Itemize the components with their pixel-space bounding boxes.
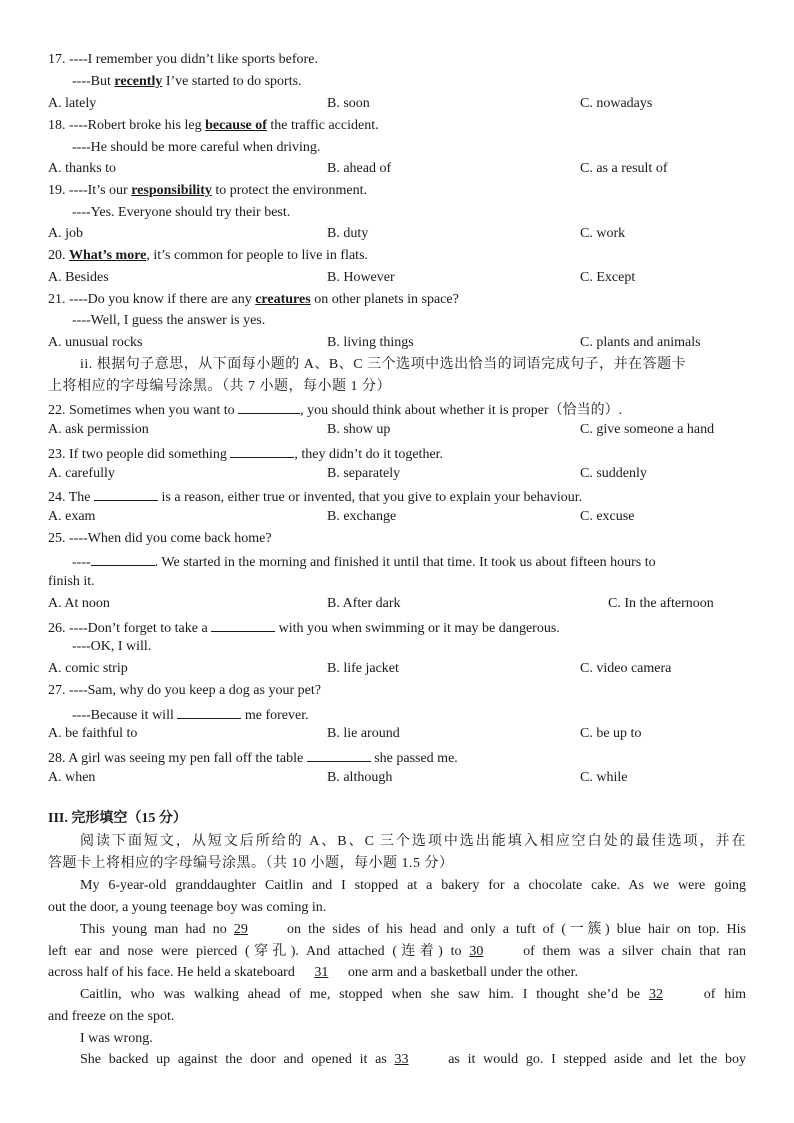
q22-pre: 22. Sometimes when you want to	[48, 403, 239, 418]
q18-option-c: C. as a result of	[580, 161, 668, 176]
q18-line2: ----He should be more careful when driving.	[72, 140, 321, 155]
q20-option-c: C. Except	[580, 270, 636, 285]
q28-line	[48, 747, 458, 768]
q21-line2: ----Well, I guess the answer is yes.	[72, 313, 266, 328]
passage-p5-post: as it would go. I stepped aside and let the boy	[440, 1052, 746, 1067]
passage-p2-line3-pre: across half of his face. He held a skateboard	[48, 965, 299, 980]
q21-option-a: A. unusual rocks	[48, 335, 143, 350]
passage-p3-line2: and freeze on the spot.	[48, 1009, 175, 1024]
q18-line1	[48, 117, 379, 135]
passage-p5-pre: She backed up against the door and opened it as	[80, 1052, 395, 1067]
q17-line1: 17. ----I remember you didn’t like sports before.	[48, 52, 318, 67]
q17-line2	[72, 73, 302, 91]
passage-p1-line1: My 6-year-old granddaughter Caitlin and I stopped at a bakery for a chocolate cake. As we were going	[80, 878, 746, 893]
q18-option-a: A. thanks to	[48, 161, 117, 176]
q22-post: , you should think about whether it is proper（恰当的）.	[300, 403, 623, 418]
part-ii-instructions-line1: ii. 根据句子意思，从下面每小题的 A、B、C 三个选项中选出恰当的词语完成句子，并在答题卡	[80, 357, 687, 372]
q25-option-b: B. After dark	[327, 596, 401, 611]
blank-30: 30	[469, 944, 484, 959]
q20-line	[48, 247, 368, 265]
q19-line1	[48, 182, 367, 200]
passage-p3-line1-post: of him	[694, 987, 746, 1002]
q24-option-b: B. exchange	[327, 509, 397, 524]
q28-option-b: B. although	[327, 770, 393, 785]
q23-option-c: C. suddenly	[580, 466, 647, 481]
q20-option-b: B. However	[327, 270, 395, 285]
q25-line2	[72, 551, 656, 572]
passage-p2-line2-pre: left ear and nose were pierced (穿孔). And attached (连着) to	[48, 944, 470, 959]
passage-p2-line3	[48, 964, 578, 982]
q27-line1: 27. ----Sam, why do you keep a dog as your pet?	[48, 683, 321, 698]
q17-post: I’ve started to do sports.	[162, 74, 302, 89]
q25-pre: ----	[72, 555, 91, 570]
q23-post: , they didn’t do it together.	[294, 447, 444, 462]
q26-option-b: B. life jacket	[327, 661, 399, 676]
q28-post: she passed me.	[370, 751, 458, 766]
q21-option-b: B. living things	[327, 335, 414, 350]
q19-pre: 19. ----It’s our	[48, 183, 132, 198]
q18-option-b: B. ahead of	[327, 161, 392, 176]
blank-33: 33	[394, 1052, 409, 1067]
passage-p2-line1-pre: This young man had no	[80, 922, 234, 937]
q18-pre: 18. ----Robert broke his leg	[48, 118, 206, 133]
part-ii-instructions-line2: 上将相应的字母编号涂黑。（共 7 小题，每小题 1 分）	[48, 379, 391, 394]
q27-option-b: B. lie around	[327, 726, 400, 741]
q23-option-b: B. separately	[327, 466, 401, 481]
q26-blank	[211, 617, 275, 632]
q21-pre: 21. ----Do you know if there are any	[48, 292, 256, 307]
q17-option-c: C. nowadays	[580, 96, 653, 111]
q21-post: on other planets in space?	[310, 292, 459, 307]
q26-option-c: C. video camera	[580, 661, 672, 676]
q17-pre: ----But	[72, 74, 115, 89]
q24-post: is a reason, either true or invented, that you give to explain your behaviour.	[158, 490, 583, 505]
q24-pre: 24. The	[48, 490, 95, 505]
q26-line1	[48, 617, 560, 638]
q19-option-c: C. work	[580, 226, 626, 241]
q17-option-b: B. soon	[327, 96, 370, 111]
q25-line3: finish it.	[48, 574, 95, 589]
q28-pre: 28. A girl was seeing my pen fall off the table	[48, 751, 307, 766]
q18-post: the traffic accident.	[266, 118, 379, 133]
q25-post: . We started in the morning and finished it until that time. It took us about fifteen hours to	[154, 555, 656, 570]
blank-32: 32	[648, 987, 663, 1002]
q25-option-a: A. At noon	[48, 596, 110, 611]
q25-line1: 25. ----When did you come back home?	[48, 531, 272, 546]
passage-p2-line3-post: one arm and a basketball under the other.	[344, 965, 578, 980]
q22-option-c: C. give someone a hand	[580, 422, 715, 437]
q23-line	[48, 443, 443, 464]
passage-p2-line2	[48, 943, 746, 961]
q22-option-a: A. ask permission	[48, 422, 149, 437]
q28-blank	[307, 747, 371, 762]
passage-p2-line1	[80, 921, 746, 939]
q24-blank	[94, 486, 158, 501]
passage-p1-line2: out the door, a young teenage boy was coming in.	[48, 900, 327, 915]
passage-p3-line1	[80, 986, 746, 1004]
q17-option-a: A. lately	[48, 96, 97, 111]
q22-line	[48, 399, 622, 420]
q20-pre: 20.	[48, 248, 69, 263]
q27-option-a: A. be faithful to	[48, 726, 138, 741]
q23-pre: 23. If two people did something	[48, 447, 231, 462]
q27-option-c: C. be up to	[580, 726, 642, 741]
q27-line2	[72, 704, 309, 725]
q19-post: to protect the environment.	[211, 183, 367, 198]
blank-29: 29	[233, 922, 248, 937]
q17-keyword: recently	[114, 74, 163, 89]
passage-p3-line1-pre: Caitlin, who was walking ahead of me, stopped when she saw him. I thought she’d be	[80, 987, 649, 1002]
q28-option-c: C. while	[580, 770, 628, 785]
q19-line2: ----Yes. Everyone should try their best.	[72, 205, 291, 220]
q27-blank	[177, 704, 241, 719]
passage-p5-line1	[80, 1051, 746, 1069]
q20-post: , it’s common for people to live in flats.	[146, 248, 369, 263]
q26-pre: 26. ----Don’t forget to take a	[48, 621, 212, 636]
q24-option-a: A. exam	[48, 509, 96, 524]
blank-31: 31	[314, 965, 329, 980]
q21-keyword: creatures	[255, 292, 311, 307]
q24-line	[48, 486, 582, 507]
q22-blank	[238, 399, 300, 414]
q18-keyword: because of	[205, 118, 267, 133]
q21-line1	[48, 291, 459, 309]
passage-p2-line1-post: on the sides of his head and only a tuft of (一簇) blue hair on top. His	[279, 922, 746, 937]
q27-pre: ----Because it will	[72, 708, 178, 723]
q20-option-a: A. Besides	[48, 270, 109, 285]
q23-option-a: A. carefully	[48, 466, 115, 481]
q20-keyword: What’s more	[69, 248, 147, 263]
q19-option-b: B. duty	[327, 226, 369, 241]
q19-keyword: responsibility	[131, 183, 212, 198]
passage-p4: I was wrong.	[80, 1031, 153, 1046]
section-iii-title: III. 完形填空（15 分）	[48, 811, 187, 826]
q26-option-a: A. comic strip	[48, 661, 128, 676]
section-iii-instructions-line1: 阅读下面短文，从短文后所给的 A、B、C 三个选项中选出能填入相应空白处的最佳选项，并在	[80, 834, 746, 849]
q23-blank	[230, 443, 294, 458]
q27-post: me forever.	[241, 708, 309, 723]
q21-option-c: C. plants and animals	[580, 335, 701, 350]
q24-option-c: C. excuse	[580, 509, 635, 524]
section-iii-instructions-line2: 答题卡上将相应的字母编号涂黑。（共 10 小题，每小题 1.5 分）	[48, 856, 454, 871]
q28-option-a: A. when	[48, 770, 96, 785]
q26-line2: ----OK, I will.	[72, 639, 152, 654]
q26-post: with you when swimming or it may be dangerous.	[275, 621, 560, 636]
q25-blank	[91, 551, 155, 566]
passage-p2-line2-post: of them was a silver chain that ran	[515, 944, 746, 959]
q22-option-b: B. show up	[327, 422, 391, 437]
q19-option-a: A. job	[48, 226, 83, 241]
q25-option-c: C. In the afternoon	[608, 596, 714, 611]
